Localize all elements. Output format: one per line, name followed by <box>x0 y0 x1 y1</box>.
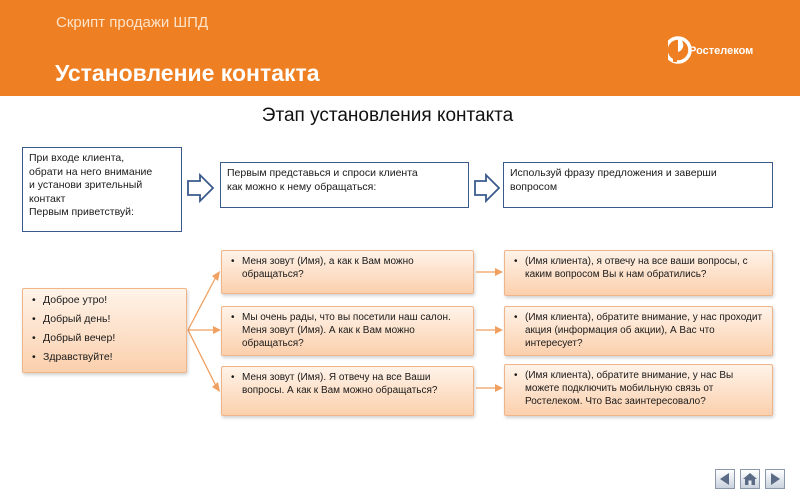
greeting-item: • Добрый вечер! <box>31 332 180 345</box>
fan-arrowhead-middle <box>213 326 221 334</box>
intro-phrase-box-2 <box>221 306 474 356</box>
intro-phrase: • Мы очень рады, что вы посетили наш салон. Меня зовут (Имя). А как к Вам можно обращаться? <box>230 311 467 350</box>
offer-phrase-box-2 <box>504 306 773 356</box>
home-icon <box>741 470 759 488</box>
offer-phrase: • (Имя клиента), я отвечу на все ваши вопросы, с каким вопросом Вы к нам обратились? <box>513 255 766 281</box>
prev-slide-button[interactable] <box>715 469 735 489</box>
step-box-introduce <box>220 162 469 208</box>
offer-arrowhead-1 <box>495 268 503 276</box>
home-button[interactable] <box>740 469 760 489</box>
step-line: вопросом <box>510 180 558 193</box>
next-slide-button[interactable] <box>765 469 785 489</box>
offer-phrase: • (Имя клиента), обратите внимание, у нас Вы можете подключить мобильную связь от Ростелеком. Что Вас заинтересовало? <box>513 369 766 408</box>
fan-arrowhead-bottom <box>212 382 220 392</box>
step-line: контакт <box>29 192 66 205</box>
offer-phrase-box-3 <box>504 364 773 416</box>
step-box-greet <box>22 147 182 232</box>
step-line: При входе клиента, <box>29 152 125 164</box>
step-box-offer <box>503 162 773 208</box>
offer-phrase-box-1 <box>504 250 773 296</box>
header-band <box>0 0 800 96</box>
step-line: Первым представься и спроси клиента <box>227 167 418 179</box>
block-arrow-1 <box>188 175 213 201</box>
intro-phrase: • Меня зовут (Имя), а как к Вам можно обращаться? <box>230 255 467 281</box>
offer-phrase: • (Имя клиента), обратите внимание, у нас проходит акция (информация об акции), А Вас что интересует? <box>513 311 766 350</box>
step-line: и установи зрительный <box>29 179 143 191</box>
step-line: Используй фразу предложения и заверши <box>510 167 717 179</box>
offer-arrowhead-3 <box>495 384 503 392</box>
arrow-left-icon <box>716 470 734 488</box>
arrow-right-icon <box>766 470 784 488</box>
greeting-item: • Добрый день! <box>31 313 180 326</box>
brand-name: Ростелеком <box>689 45 754 57</box>
fan-line-top <box>188 275 217 330</box>
slide-heading: Установление контакта <box>55 60 320 86</box>
intro-phrase-box-3 <box>221 366 474 416</box>
step-line: Первым приветствуй: <box>29 206 134 218</box>
greeting-item: • Доброе утро! <box>31 294 180 307</box>
fan-arrowhead-top <box>212 271 220 281</box>
block-arrow-2 <box>475 175 499 201</box>
intro-phrase-box-1 <box>221 250 474 294</box>
step-line: обрати на него внимание <box>29 165 153 178</box>
header-subtitle: Скрипт продажи ШПД <box>56 14 209 31</box>
step-line: как можно к нему обращаться: <box>227 180 377 193</box>
greetings-box <box>22 288 187 373</box>
greeting-item: • Здравствуйте! <box>31 351 180 364</box>
offer-arrowhead-2 <box>495 326 503 334</box>
intro-phrase: • Меня зовут (Имя). Я отвечу на все Ваши вопросы. А как к Вам можно обращаться? <box>230 371 467 397</box>
greetings-list <box>31 294 180 364</box>
page-title: Этап установления контакта <box>261 105 514 126</box>
fan-line-bottom <box>188 330 217 388</box>
